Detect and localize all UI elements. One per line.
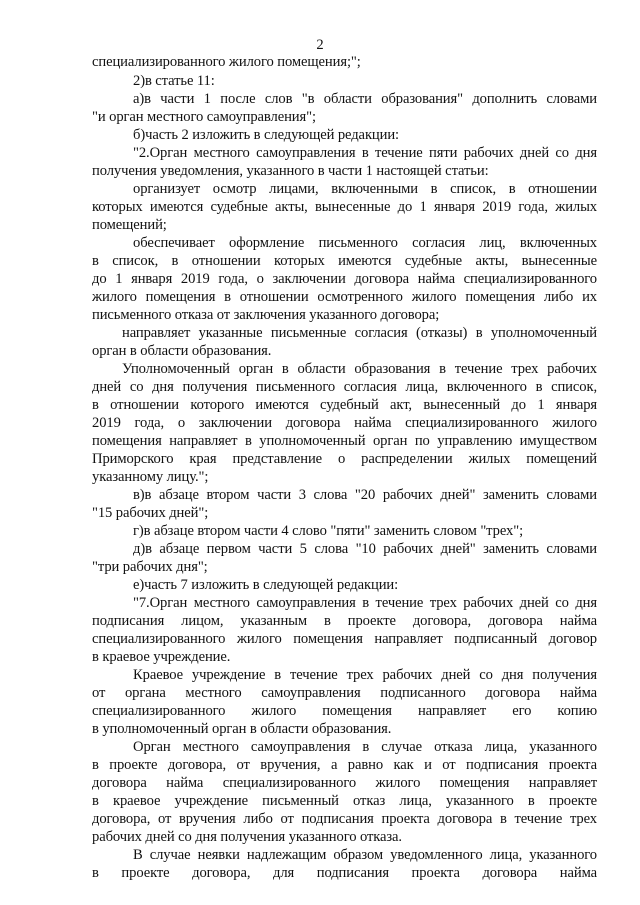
text-line: организует осмотр лицами, включенными в список, в отношении [133,181,597,197]
text-line: помещений; [92,217,167,233]
text-line: в проекте договора, от вручения, а равно как и от подписания проекта [92,757,597,773]
text-line: подписания лицом, указанным в проекте договора, договора найма [92,613,597,629]
text-line: 2019 года, о заключении договора найма специализированного жилого [92,415,597,431]
text-line: б)часть 2 изложить в следующей редакции: [133,127,400,143]
text-line: Приморского края представление о распределении жилых помещений [92,451,597,467]
text-line: в уполномоченный орган в области образования. [92,721,392,737]
text-line: рабочих дней со дня получения указанного отказа. [92,829,402,845]
text-line: д)в абзаце первом части 5 слова "10 рабочих дней" заменить словами [133,541,597,557]
text-line: в список, в отношении которых имеются судебные акты, вынесенные [92,253,597,269]
text-line: дней со дня получения письменного согласия лица, включенного в список, [92,379,597,395]
text-line: "7.Орган местного самоуправления в течение трех рабочих дней со дня [133,595,597,611]
text-line: в краевое учреждение. [92,649,231,665]
text-line: Орган местного самоуправления в случае отказа лица, указанного [133,739,597,755]
text-line: направляет указанные письменные согласия (отказы) в уполномоченный [122,325,597,341]
text-line: договора, от вручения либо от подписания проекта договора в течение трех [92,811,597,827]
text-line: договора найма специализированного жилого помещения направляет [92,775,597,791]
text-line: обеспечивает оформление письменного согласия лиц, включенных [133,235,597,251]
text-line: получения уведомления, указанного в части 1 настоящей статьи: [92,163,489,179]
text-line: "и орган местного самоуправления"; [92,109,316,125]
text-line: в)в абзаце втором части 3 слова "20 рабочих дней" заменить словами [133,487,597,503]
text-line: "15 рабочих дней"; [92,505,209,521]
text-line: в проекте договора, для подписания проекта договора найма [92,865,597,881]
text-line: специализированного жилого помещения направляет подписанный договор [92,631,597,647]
text-line: письменного отказа от заключения указанного договора; [92,307,440,323]
text-line: Краевое учреждение в течение трех рабочих дней со дня получения [133,667,597,683]
text-line: помещения направляет в уполномоченный орган по управлению имуществом [92,433,597,449]
text-line: 2)в статье 11: [133,73,215,89]
text-line: жилого помещения в отношении осмотренного жилого помещения либо их [92,289,597,305]
text-line: которых имеются судебные акты, вынесенные до 1 января 2019 года, жилых [92,199,597,215]
text-line: а)в части 1 после слов "в области образования" дополнить словами [133,91,597,107]
text-line: специализированного жилого помещения;"; [92,54,361,70]
text-line: г)в абзаце втором части 4 слово "пяти" заменить словом "трех"; [133,523,524,539]
text-line: е)часть 7 изложить в следующей редакции: [133,577,399,593]
text-line: "три рабочих дня"; [92,559,208,575]
text-line: специализированного жилого помещения направляет его копию [92,703,597,719]
text-line: в краевое учреждение письменный отказ лица, указанного в проекте [92,793,597,809]
text-line: В случае неявки надлежащим образом уведомленного лица, указанного [133,847,597,863]
text-line: в отношении которого имеются судебный акт, вынесенный до 1 января [92,397,597,413]
page-number: 2 [316,37,324,53]
text-line: указанному лицу."; [92,469,209,485]
text-line: "2.Орган местного самоуправления в течение пяти рабочих дней со дня [133,145,597,161]
text-line: орган в области образования. [92,343,272,359]
text-line: до 1 января 2019 года, о заключении договора найма специализированного [92,271,597,287]
text-line: от органа местного самоуправления подписанного договора найма [92,685,597,701]
text-line: Уполномоченный орган в области образования в течение трех рабочих [122,361,597,377]
